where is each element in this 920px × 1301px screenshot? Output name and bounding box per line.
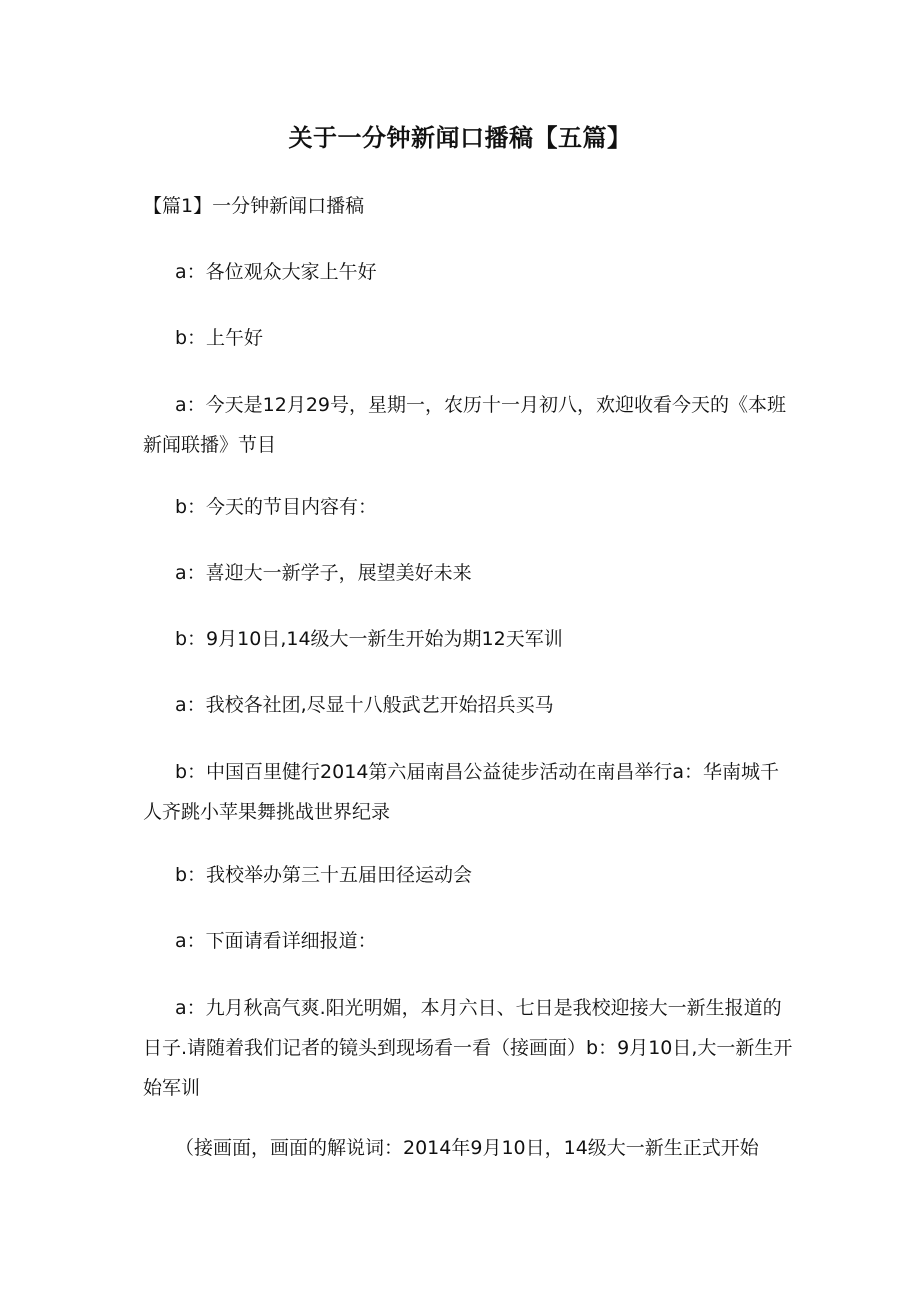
paragraph: （接画面，画面的解说词：2014年9月10日，14级大一新生正式开始 bbox=[175, 1137, 759, 1159]
paragraph: b：上午好 bbox=[175, 327, 264, 349]
paragraph: a：喜迎大一新学子，展望美好未来 bbox=[175, 562, 472, 584]
document-title: 关于一分钟新闻口播稿【五篇】 bbox=[288, 124, 632, 152]
paragraph: b：中国百里健行2014第六届南昌公益徒步活动在南昌举行a：华南城千人齐跳小苹果舞挑战世界纪录 bbox=[143, 761, 780, 823]
paragraph: a：下面请看详细报道： bbox=[175, 930, 377, 952]
paragraph: a：我校各社团,尽显十八般武艺开始招兵买马 bbox=[175, 694, 554, 716]
paragraph: b：我校举办第三十五届田径运动会 bbox=[175, 864, 473, 886]
paragraph: a：今天是12月29号，星期一，农历十一月初八，欢迎收看今天的《本班新闻联播》节目 bbox=[143, 394, 786, 456]
paragraph: b：今天的节目内容有： bbox=[175, 496, 378, 518]
paragraph: b：9月10日,14级大一新生开始为期12天军训 bbox=[175, 628, 563, 650]
paragraph: a：九月秋高气爽.阳光明媚，本月六日、七日是我校迎接大一新生报道的日子.请随着我们记者的镜头到现场看一看（接画面）b：9月10日,大一新生开始军训 bbox=[143, 997, 793, 1099]
paragraph: a：各位观众大家上午好 bbox=[175, 261, 377, 283]
section-heading: 【篇1】一分钟新闻口播稿 bbox=[143, 195, 365, 217]
